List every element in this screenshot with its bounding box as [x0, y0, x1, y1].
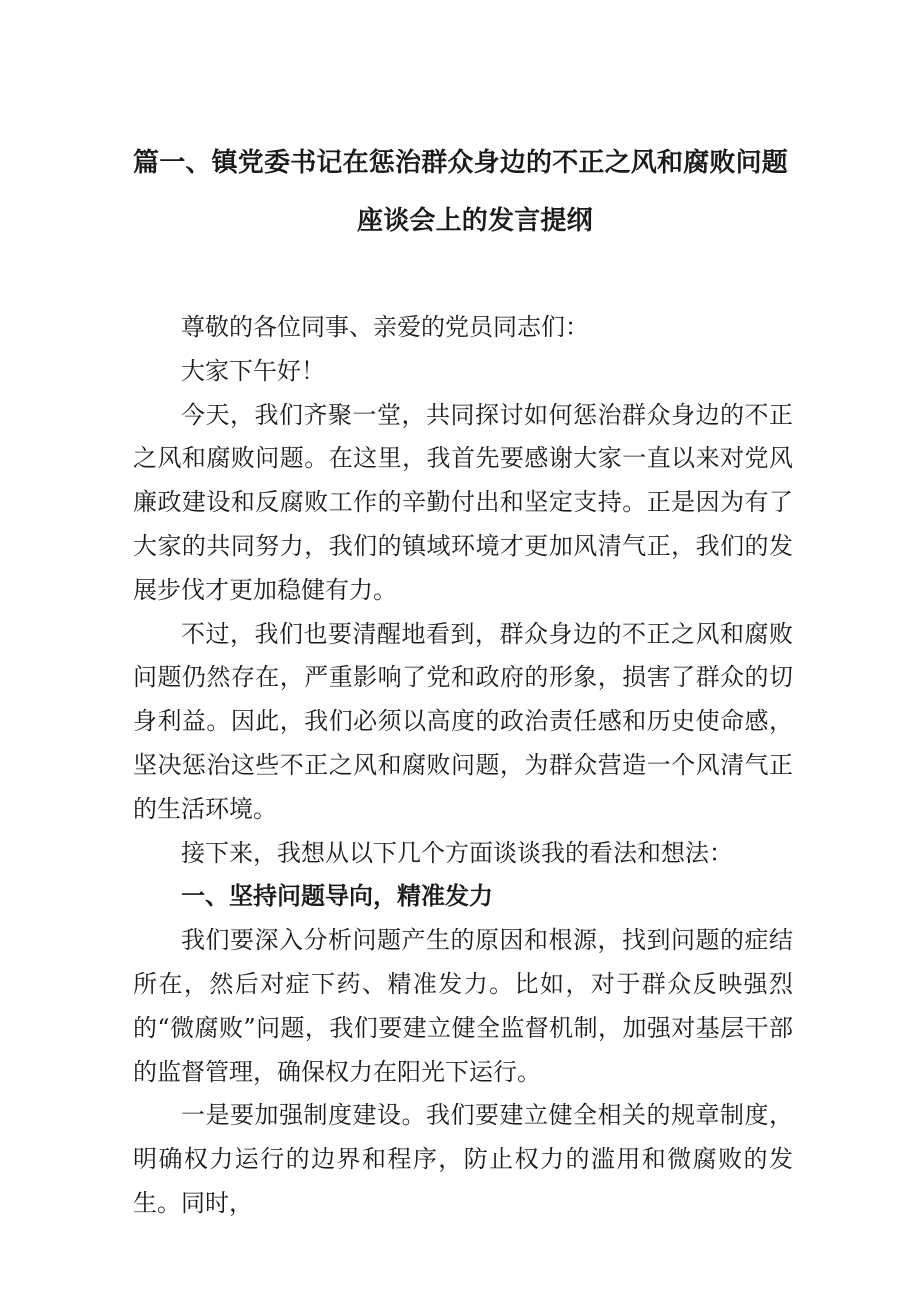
- salutation: 尊敬的各位同事、亲爱的党员同志们：: [181, 313, 589, 341]
- document-title-line-1: 篇一、镇党委书记在惩治群众身边的不正之风和腐败问题: [133, 148, 789, 178]
- greeting: 大家下午好！: [181, 356, 325, 385]
- document-title-line-2: 座谈会上的发言提纲: [357, 206, 593, 236]
- section-1-paragraph-2: 一是要加强制度建设。我们要建立健全相关的规章制度，明确权力运行的边界和程序，防止权力的滥用和微腐败的发生。同时，: [133, 1101, 793, 1217]
- paragraph-intro: 今天，我们齐聚一堂，共同探讨如何惩治群众身边的不正之风和腐败问题。在这里，我首先要感谢大家一直以来对党风廉政建设和反腐败工作的辛勤付出和坚定支持。正是因为有了大家的共同努力，我们的镇域环境才更加风清气正，我们的发展步伐才更加稳健有力。: [133, 400, 793, 604]
- section-1-paragraph-1: 我们要深入分析问题产生的原因和根源，找到问题的症结所在，然后对症下药、精准发力。比如，对于群众反映强烈的“微腐败”问题，我们要建立健全监督机制，加强对基层干部的监督管理，确保权力在阳光下运行。: [133, 926, 793, 1086]
- paragraph-transition: 接下来，我想从以下几个方面谈谈我的看法和想法：: [181, 838, 733, 867]
- document-body: [133, 306, 793, 1226]
- section-heading-1: 一、坚持问题导向，精准发力: [181, 882, 493, 911]
- paragraph-problem: 不过，我们也要清醒地看到，群众身边的不正之风和腐败问题仍然存在，严重影响了党和政府的形象，损害了群众的切身利益。因此，我们必须以高度的政治责任感和历史使命感，坚决惩治这些不正之风和腐败问题，为群众营造一个风清气正的生活环境。: [133, 619, 793, 823]
